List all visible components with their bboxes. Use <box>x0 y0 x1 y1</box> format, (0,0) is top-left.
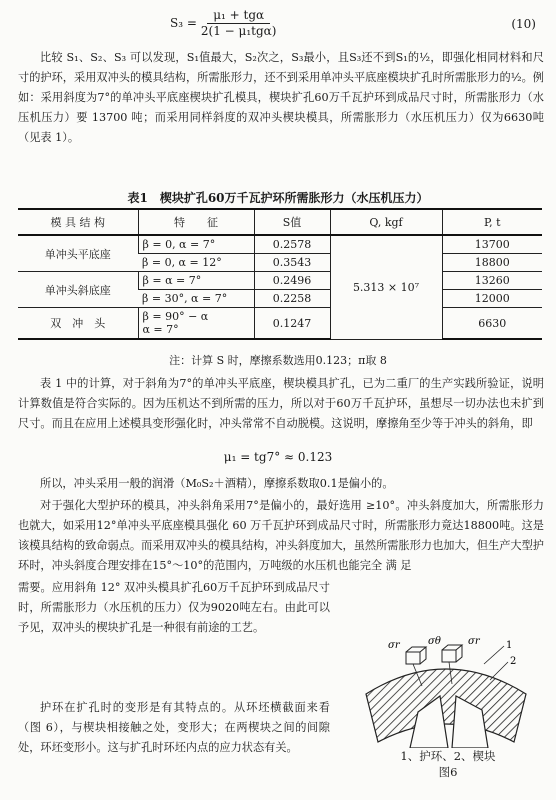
cell-feature: β = α = 7° <box>138 272 254 290</box>
paragraph-1 <box>18 48 544 148</box>
header-s: S值 <box>254 209 330 235</box>
cell-p: 18800 <box>442 254 542 272</box>
cell-s: 0.1247 <box>254 308 330 340</box>
paragraph-text: 需要。应用斜角 12° 双冲头模具扩孔60万千瓦护环到成品尺寸时，所需胀形力（水压机的压力）仅为9020吨左右。由此可以予见，双冲头的楔块扩孔是一种很有前途的工艺。 <box>18 581 330 634</box>
equation-numerator: μ₁ + tgα <box>207 8 270 24</box>
paragraph-text: 护环在扩孔时的变形是有其特点的。从环坯横截面来看（图 6），与楔块相接触之处，变形大；在两楔块之间的间隙处，环坯变形小。这与扩孔时环坯内点的应力状态有关。 <box>18 701 330 754</box>
header-q: Q, kgf <box>330 209 442 235</box>
ring-section <box>366 669 526 742</box>
figure-6-diagram <box>348 630 544 748</box>
cell-structure: 单冲头斜底座 <box>18 272 138 308</box>
cell-feature: β = 0, α = 7° <box>138 235 254 254</box>
table-note: 注：计算 S 时，摩擦系数选用0.123；π取 8 <box>169 354 387 367</box>
paragraph-text: 所以，冲头采用一般的润滑（M₀S₂＋酒精），摩擦系数取0.1是偏小的。 <box>40 477 394 490</box>
paragraph-4 <box>18 496 544 576</box>
paragraph-text: 表 1 中的计算，对于斜角为7°的单冲头平底座，楔块模具扩孔，已为二重厂的生产实践所验证，说明计算数值是符合实际的。因为压机达不到所需的压力，所以对于60万千瓦护环，虽想尽一切办法也未扩到尺寸。而且在应用上述模具变形强化时，冲头常常不自动脱模。这说明，摩擦角至少等于冲头的斜角，即 <box>18 377 544 430</box>
cell-feature: β = 90° − α α = 7° <box>138 308 254 340</box>
figure-caption <box>348 748 548 780</box>
cell-feature: β = 30°, α = 7° <box>138 290 254 308</box>
cell-s: 0.2496 <box>254 272 330 290</box>
paragraph-4-continued <box>18 578 330 638</box>
equation-fraction <box>201 8 277 38</box>
label-2: 2 <box>510 656 517 667</box>
paragraph-5 <box>18 698 330 758</box>
table-row <box>18 308 542 340</box>
figure-number: 图6 <box>438 765 458 779</box>
header-p: P, t <box>442 209 542 235</box>
cell-s: 0.3543 <box>254 254 330 272</box>
cell-structure: 双 冲 头 <box>18 308 138 340</box>
cell-p: 13260 <box>442 272 542 290</box>
header-feature: 特 征 <box>138 209 254 235</box>
equation-lhs: S₃ = <box>170 16 197 30</box>
equation-number: (10) <box>511 17 536 31</box>
equation-denominator: 2(1 − μ₁tgα) <box>200 24 277 38</box>
paragraph-2 <box>18 374 544 434</box>
paragraph-text: 对于强化大型护环的模具，冲头斜角采用7°是偏小的，最好选用 ≥10°。冲头斜度加大，所需胀形力也就大，如采用12°单冲头平底座模具强化 60 万千瓦护环到成品尺寸时，所需胀形力竟达18800吨。这是该模具结构的致命弱点。而采用双冲头的模具结构，冲头斜度加大，虽然所需胀形力也加大，但生产大型护环时，冲头斜度合理安排在15°～10°的范围内，万吨级的水压机也能完全 满 足 <box>18 499 544 572</box>
cell-s: 0.2578 <box>254 235 330 254</box>
label-1: 1 <box>506 640 513 651</box>
cell-p: 12000 <box>442 290 542 308</box>
stress-cube <box>442 645 462 662</box>
label-sigma-r: σr <box>388 640 400 651</box>
figure-legend: 1、护环、2、楔块 <box>400 749 496 763</box>
cell-p: 13700 <box>442 235 542 254</box>
stress-cube <box>406 647 426 664</box>
paragraph-3 <box>18 474 544 494</box>
friction-formula: μ₁ = tg7° ≈ 0.123 <box>223 450 333 464</box>
table-header-row <box>18 209 542 235</box>
data-table <box>18 208 542 340</box>
cell-q: 5.313 × 10⁷ <box>330 235 442 339</box>
label-sigma-theta: σθ <box>428 636 441 647</box>
equation-10 <box>170 8 276 38</box>
cell-structure: 单冲头平底座 <box>18 235 138 272</box>
table-row <box>18 235 542 254</box>
header-structure: 模 具 结 构 <box>18 209 138 235</box>
cell-s: 0.2258 <box>254 290 330 308</box>
table-row <box>18 272 542 290</box>
table-caption: 表1 楔块扩孔60万千瓦护环所需胀形力（水压机压力） <box>127 191 429 205</box>
paragraph-text: 比较 S₁、S₂、S₃ 可以发现，S₁值最大，S₂次之，S₃最小，且S₃还不到S₁的½，即强化相同材料和尺寸的护环，采用双冲头的模具结构，所需胀形力，还不到采用单冲头平底座模块扩孔时所需胀形力的½。例如：采用斜度为7°的单冲头平底座楔块扩孔模具，楔块扩孔60万千瓦护环到成品尺寸时，所需胀形力（水压机压力）要 13700 吨；而采用同样斜度的双冲头楔块模具，所需胀形力（水压机压力）仅为6630吨（见表 1）。 <box>18 51 544 144</box>
cell-p: 6630 <box>442 308 542 340</box>
label-sigma-r: σr <box>468 636 480 647</box>
cell-feature: β = 0, α = 12° <box>138 254 254 272</box>
